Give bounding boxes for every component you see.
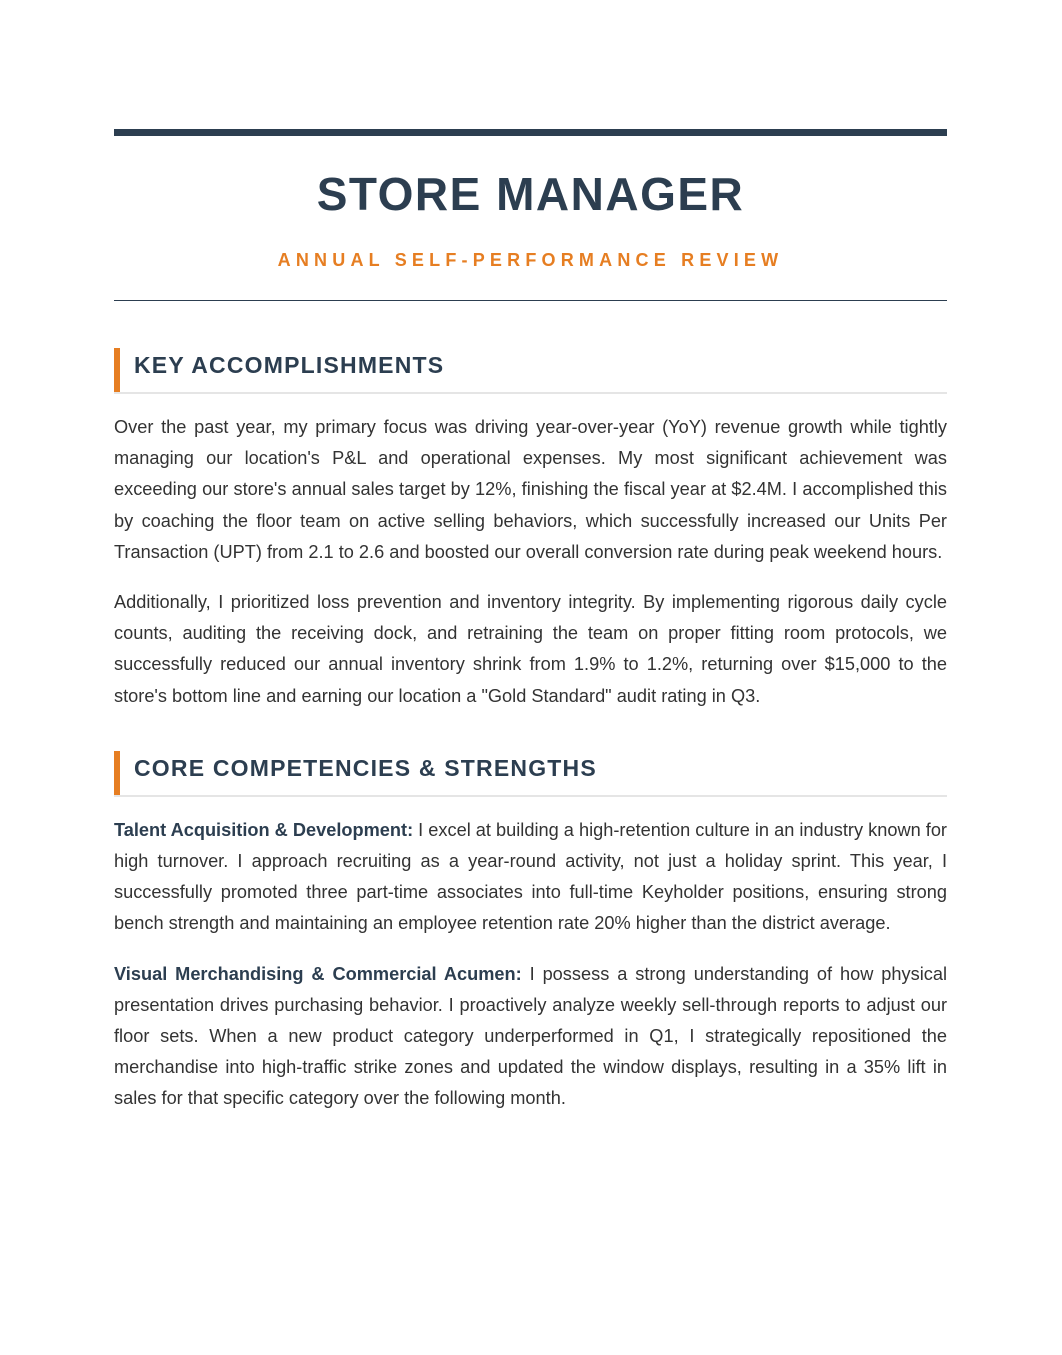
paragraph-text: Additionally, I prioritized loss prevention and inventory integrity. By implementing rigorous daily cycle counts, auditing the receiving dock, and retraining the team on proper fitting room protocols, we successfully reduced our annual inventory shrink from 1.9% to 1.2%, returning over $15,000 to the store's bottom line and earning our location a "Gold Standard" audit rating in Q3.: [114, 592, 947, 706]
section-heading: [114, 348, 947, 394]
heading-accent-bar: [114, 751, 120, 795]
document-title: STORE MANAGER: [316, 168, 745, 220]
paragraph-text: I possess a strong understanding of how physical presentation drives purchasing behavior. I proactively analyze weekly sell-through reports to adjust our floor sets. When a new product category underperformed in Q1, I strategically repositioned the merchandise into high-traffic strike zones and updated the window displays, resulting in a 35% lift in sales for that specific category over the following month.: [114, 963, 947, 1109]
section-heading: [114, 751, 947, 797]
document-page: [114, 129, 947, 1115]
paragraph-lead: Visual Merchandising & Commercial Acumen:: [114, 963, 522, 984]
paragraph-text: I excel at building a high-retention culture in an industry known for high turnover. I approach recruiting as a year-round activity, not just a holiday sprint. This year, I successfully promoted three part-time associates into full-time Keyholder positions, ensuring strong bench strength and maintaining an employee retention rate 20% higher than the district average.: [114, 819, 947, 934]
paragraph: [114, 815, 947, 940]
document-subtitle: ANNUAL SELF-PERFORMANCE REVIEW: [277, 250, 784, 270]
header-divider: [114, 300, 947, 301]
paragraph: [114, 959, 947, 1115]
section-heading-label: CORE COMPETENCIES & STRENGTHS: [134, 754, 597, 781]
section-key-accomplishments: [114, 348, 947, 712]
section-core-competencies: [114, 751, 947, 1115]
section-heading-label: KEY ACCOMPLISHMENTS: [134, 352, 445, 378]
paragraph-text: Over the past year, my primary focus was driving year-over-year (YoY) revenue growth while tightly managing our location's P&L and operational expenses. My most significant achievement was exceeding our store's annual sales target by 12%, finishing the fiscal year at $2.4M. I accomplished this by coaching the floor team on active selling behaviors, which successfully increased our Units Per Transaction (UPT) from 2.1 to 2.6 and boosted our overall conversion rate during peak weekend hours.: [114, 417, 947, 562]
paragraph: [114, 587, 947, 712]
top-rule: [114, 129, 947, 136]
paragraph-lead: Talent Acquisition & Development:: [114, 819, 414, 840]
heading-accent-bar: [114, 348, 120, 392]
paragraph: [114, 412, 947, 568]
